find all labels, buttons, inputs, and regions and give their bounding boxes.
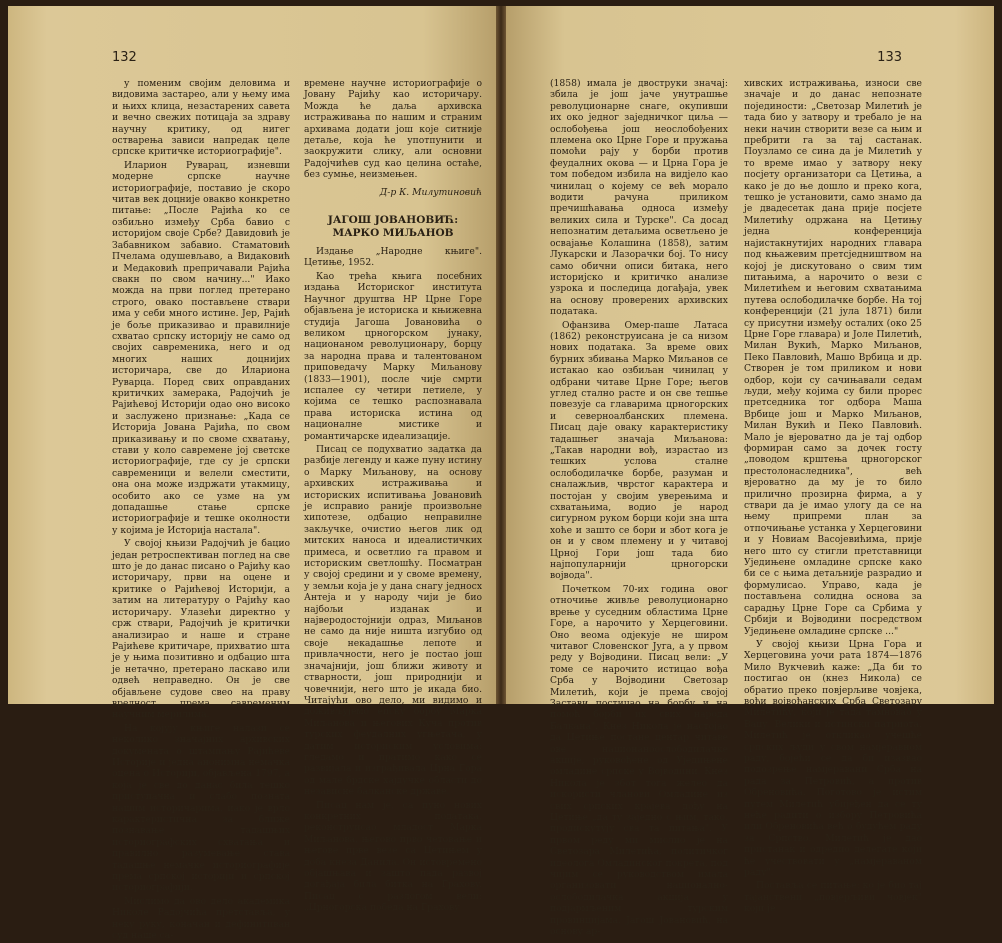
paragraph: У својој књизи Црна Гора и Херцеговина уочи рата 1874—1876 Мило Вукчевић каже: „Да би то постигао он (кнез Никола) се обратио преко повјерљиве човјека, вођи војвођанских Срба Светозару Милетићу, који је тада тамновао у Вацу. Велики и истински патриота. Милетић је откликао учешће српских људи у свом намјеравном раду, бојећи се да би изазвао подозрење намјеравани Срба на рада за Петровић, а против Обреновића. Поготово је истим путем Милетић убијеђен да се ту неће радити о избору Петровића или Обреновића већ о будућем раду за Српство. Милетић је дао пристанак и одредио делегате који ће учествовати у „намјераваном раду". bbox=[744, 638, 922, 879]
book-spread bbox=[8, 6, 994, 942]
right-page bbox=[506, 6, 994, 938]
page-number-right: 133 bbox=[877, 50, 902, 65]
review-title: ЈАГОШ ЈОВАНОВИЋ: МАРКО МИЉАНОВ bbox=[327, 214, 459, 240]
paragraph: времене научне историографије о Јовану Рајићу као историчару. Можда ће даља архивска истраживања по нашим и страним архивама додати још које ситније детаље, која ће употпунити и заокружити слику, али основни Радојчићев суд као целина остаће, без сумње, неизмењен. bbox=[304, 78, 482, 181]
paragraph: Поставља се питање: ко је био тај тајанствени „повјерљиви човјек" који је bbox=[744, 880, 922, 915]
publication-info: Издање „Народне књиге". Цетиње, 1952. bbox=[304, 246, 482, 269]
paragraph: (1858) имала је двоструки значај: збила је још јаче унутрашње револуционарне снаге, окупивши их око једног заједничког циља — ослобођења још неослобођених племена око Црне Горе и пружања помоћи рају у борби против феудалних окова — и Црна Гора је том победом избила на видјело као чинилац о којему се већ морало водити рачуна приликом пречишћавања односа између великих сила и Турске". Са досад непознатим детаљима осветљено је освајање Колашина (1858), затим Лукарски и Лазорачки бој. То нису само обични описи битака, него историјско и критичко анализе узрока и последица догађаја, увек на основу проверених архивских података. bbox=[550, 78, 728, 318]
paragraph: у поменим својим деловима и видовима застарео, али у њему има и њихх клица, незастарених савета и вечно свежих потицаја за здраву научну критику, од нигег остварења зависи напредак целе српске критичке историографије". bbox=[112, 78, 290, 158]
paragraph: На којују књиге налази се неколико значајних архивских докумената о штампању Рајићеве Историје и једна анонимна немачка оцена о Историји, објављена 1797, а која је све до данас била тешко приступачна и слабо позната нашим историчарима, иако је врло карактеристична за ближе познавање тадашњих историографских схватања и правилно разумевање става тадашње немачке историографије према српској историји и српској историографији. bbox=[112, 722, 290, 894]
paragraph: Почетком 70-их година овог отночиње живље револуционарно врење у суседним областима Црне Горе, а нарочито у Херцеговини. Оно веома одјекује не широм читавог Словенског Југа, а у првом реду у Војводини. Писац вели: „У томе се нарочито истицао вођа Срба у Војводини Светозар Милетић, који је према својој Застави постицао на борбу и на помоћ борби их свих народа Балкана". Кнез Никола је настојао да Цетиње постане центар читаве ове национаноослободилачке акције, руковођене од Уједињене омладине српске у Војводини. Кнез Никола је збот тога желео да искористи чланови Омладине из свих српских крајева дођу на Цетиње „да ту заједно с њим, тако, продискутују сва та питања". У првом реду ми мислио је на Светозара Милетића, политичког идеолога Омладинског покрета, под чијим се руководством имала организовати национално-ослободилачка акција у подјармљеним турским провинцијама. Јагош Јовановић, на основу ар- bbox=[550, 583, 728, 938]
paragraph: Писац нам је, са пуно нових конкретних података, реконструисао младост Марка Миљанова, његово прво четовање и његове прве везе са Цетињем у доба кнеза Данила. Он истовремено објашњава и зашто пада развој догађаја била битка на Граховy. Писац с разлогом вели: „Црногорска победа на Граховy bbox=[304, 799, 482, 914]
left-column-2 bbox=[304, 78, 482, 916]
page-number-left: 132 bbox=[112, 50, 137, 65]
paragraph: У својој књизи Радојчић је бацио један ретроспективан поглед на све што је до данас писано о Рајићу као историчару, први на оцене и критике о Рајићевој Историји, а затим на литературу о Рајићу као историчару. Улазећи директно у срж ствари, Радојчић је критички анализирао и наше и стране Рајићеве критичаре, прихватио шта је у њима позитивно и одбацио шта је нетачно, претерано ласкаво или одвећ неправедно. Он је све објављене судове свео на праву вредност, према савременим научним мерилима. bbox=[112, 538, 290, 721]
right-column-2 bbox=[744, 78, 922, 917]
right-column-1 bbox=[550, 78, 728, 939]
paragraph: Иларион Руварац, изневши модерне српске научне историографије, поставио је скоро читав век доцније овакво конкретно питање: „После Рајића ко се озбиљно између Срба бавио с историјом своје Србе? Давидовић је Забавником забавио. Стаматовић Пчелама одушевљаво, а Видаковић и Медаковић препричавали Рајића свакн по свом начину..." Иако можда на први поглед претерано строго, овако постављене ствари има у себи много истине. Јер, Рајић је боље приказивао и правилније схватао српску историју не само од својих савременика, него и од многих наших доцнијих историчара, све до Илариона Руварца. Поред свих оправданих критичких замерака, Радојчић је Рајићевој Историји одао оно високо и заслужено признање: „Када се Историја Јована Рајића, по свом приказивању и по своме схватању, стави у коло савремене јој светске историографије, где су је српски савременици и велели сместити, она она може издржати утакмицу, особито ако се узме на ум допадашње стање српске историографије и тешке околности у којима је Историја настала". bbox=[112, 159, 290, 536]
paragraph: Као трећа књига посебних издања Историског института Научног друштва НР Црне Горе објављена је историска и књижевна студија Јагоша Јовановића о великом црногорском јунаку, национаном револуционару, борцу за народна права и талентованом приповедачу Марку Миљанову (1833—1901), после чије смрти испалее су четири петиеле, у којима се тешко распознавала права историска истина од националне мистике и романтичарске идеализације. bbox=[304, 270, 482, 442]
left-column-1 bbox=[112, 78, 290, 943]
paragraph: Писац се подухватио задатка да разбије легенду и каже пуну истину о Марку Миљанову, на основу архивских истраживања и историских испитивања Јовановић је исправио раније произвољне хипотезе, одбацио неправилне закључке, очистио његов лик од митских наноса и идеалистичких примеса, и осветлио га правом и историским светлошћу. Посматран у својој средини и у своме времену, у земљи која је у дана снагу једносх Антеја и у народу чији је био најбољи изданак и најверодостојнији одраз, Миљанов не само да није ништа изгубио од своје некадашње лепоте и привлачности, него је постао још значајнији, још ближи животу и стварности, још природнији и човечнији, него што је икада био. Читајући ово дело, ми видимо и доживљујемо епску борбу Марка Миљанова и његових Куча против турских феудалних угњетача, у датим историским условима; гледамо и пратимо како се развијала и изграђивала Црна Гора од мале брдске хајдучке области до независне балканске државе. bbox=[304, 443, 482, 798]
left-page bbox=[8, 6, 496, 942]
paragraph: Офанзива Омер-паше Латаса (1862) реконструисана је са низом нових података. За време ових бурних збивања Марко Миљанов се истакао као озбиљан чинилац у одбрани читаве Црне Горе; његов углед стално расте и он све тешње повезује са главарима црногорских и северноалбанских племена. Писац даје оваку карактеристику тадашњег значаја Миљанова: „Такав народни вођ, израстао из тешких услова сталне ослободилачке борбе, разуман и сналажљив, чврстог карактера и постојан у својим уверењима и схватањима, водио је народ сигурном руком борци који зна шта хоће и зашто се бори и збот кога је он и у свом племену и у читавој Црној Гори још тада био најпопуларнији црногорски војвода". bbox=[550, 319, 728, 582]
paragraph: хивских истраживања, износи све значаје и до данас непознате појединости: „Светозар Милетић је тада био у затвору и требало је на неки начин створити везе са њим и пребрити га за тај састанак. Поузламо се сина да је Милетић у то време имао у затвору неку посјету организатори са Цетиња, а како је до ње дошло и преко кога, тешко је установити, само знамо да је двадесетак дана прије посјете Милетићу одржана на Цетињу једна конференција најистакнутијих народних главара под књажевим претсједништвом на којој је дискутовано о свим тим питањима, а нарочито о вези с Милетићем и његовим схватањима путева ослободилачке борбе. На тој конференцији (21 јула 1871) били су присутни између осталих (око 25 Црне Горе главара) и Јоле Пилетић, Милан Вукић, Марко Миљанов, Пеко Павловић, Машо Врбица и др. Створен је том приликом и нови одбор, који су сачињавали седам људи, међу којима су били прорес претседника тог одбора Машa Врбице још и Марко Миљанов, Милан Вукић и Пеко Павловић. Мало је вјероватно да је тај одбор формиран само за дочек госту „поводом крштења црногорског престолонаследника", већ вјероватно да му је то било прилично прозирна фирма, а у ствари да је имао улогу да се на њему припреми план за отпочињање устанка у Херцеговини и у Новиам Васојевићима, прије него што су стигли претставници Уједињене омладине српске како би се с њима детаљније разрадио и формулисао. Управо, када је постављена солидна основа за сарадњу Црне Горе са Србима у Србији и Војводини посредством Уједињене омладине српске ..." bbox=[744, 78, 922, 637]
paragraph: Мислимо да ово дело академика Николе Радојчића претставља, у неку руку, коначан и дефинитиван суд наше са- bbox=[112, 895, 290, 942]
book-gutter bbox=[496, 6, 506, 704]
review-signature: Д-р К. Милутиновић bbox=[379, 186, 482, 198]
